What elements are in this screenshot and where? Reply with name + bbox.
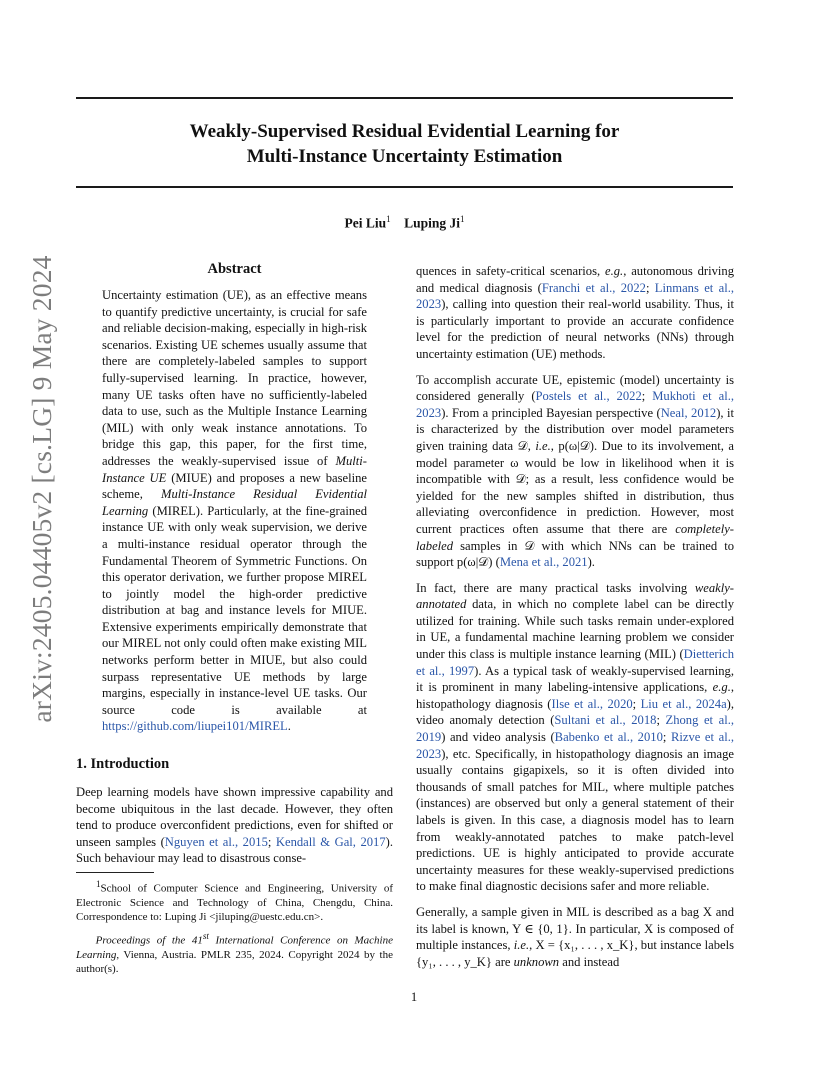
footnote-text: School of Computer Science and Engineering, University of Electronic Science and Technology of China, Chengdu, China. Correspondence to: Luping Ji <jiluping@uestc.edu.cn>. xyxy=(76,882,393,924)
body-text: ; xyxy=(267,834,276,849)
citation-link[interactable]: Neal, 2012 xyxy=(660,405,717,420)
affiliation-footnote xyxy=(76,877,393,924)
proceedings-note xyxy=(76,929,393,976)
page-number: 1 xyxy=(410,990,418,1004)
body-text: ), it is characterized by the distribution over model parameters given training data 𝒟, xyxy=(416,405,734,453)
citation-link[interactable]: Linmans et al., 2023 xyxy=(416,280,735,312)
body-text: samples in 𝒟 with which NNs can be trained to support p(ω|𝒟) ( xyxy=(416,538,734,570)
citation-link[interactable]: Postels et al., 2022 xyxy=(535,389,642,404)
body-paragraph xyxy=(416,580,734,895)
citation-link[interactable]: Zhong et al., 2019 xyxy=(416,713,735,745)
section-heading-introduction: 1. Introduction xyxy=(76,756,170,772)
citation-link[interactable]: Nguyen et al., 2015 xyxy=(164,834,268,849)
title-bottom-rule xyxy=(76,186,733,188)
abstract-body xyxy=(102,287,367,735)
author-affiliation: 1 xyxy=(460,214,465,224)
body-text: ). From a principled Bayesian perspective ( xyxy=(441,405,661,420)
citation-link[interactable]: Liu et al., 2024a xyxy=(640,696,727,711)
abstract-heading: Abstract xyxy=(207,261,262,277)
body-text: , histopathology diagnosis ( xyxy=(416,680,734,711)
source-code-link[interactable]: https://github.com/liupei101/MIREL xyxy=(102,719,288,734)
body-emphasis: i.e. xyxy=(513,938,530,953)
body-text: ; xyxy=(632,696,641,711)
body-text: and instead xyxy=(559,954,620,969)
citation-link[interactable]: Ilse et al., 2020 xyxy=(551,696,633,711)
proceedings-sup: st xyxy=(202,931,209,941)
body-text: data, in which no complete label can be directly utilized for training. While such tasks remain under-explored in UE, a fundamental machine learning problem we consider under this class is multiple instance learning (MIL) ( xyxy=(416,597,734,662)
body-text: , p(ω|𝒟). Due to its involvement, a model parameter ω would be low in likelihood when it is incompatible with 𝒟; as a result, less confidence would be yielded for the new samples shifted in distribution, thus alleviating overconfidence in prediction. However, most current practices often assume that there are xyxy=(416,438,734,536)
proceedings-text: Proceedings of the 41 xyxy=(95,934,203,947)
citation-link[interactable]: Franchi et al., 2022 xyxy=(541,280,646,295)
body-paragraph xyxy=(416,263,734,363)
author-name: Pei Liu xyxy=(344,215,387,231)
body-text: ). As a typical task of weakly-supervised learning, it is prominent in many labeling-intensive applications, xyxy=(416,663,734,695)
abstract-text: . xyxy=(287,719,291,734)
title-line-1: Weakly-Supervised Residual Evidential Learning for xyxy=(189,121,620,142)
proceedings-text: International Conference on Machine Learning xyxy=(76,934,393,961)
author-list xyxy=(76,214,733,232)
abstract-emphasis: Multi-Instance UE xyxy=(102,453,367,485)
abstract-text: (MIREL). Particularly, at the fine-grained instance UE with only weak supervision, we derive a multi-instance residual operator through the Fundamental Theorem of Symmetric Functions. On this operator derivation, we further propose MIREL to jointly model the high-order predictive distribution at bag and instance levels for MIUE. Extensive experiments empirically demonstrate that our MIREL not only could often make existing MIL networks perform better in MIUE, but also could surpass representative UE methods by large margins, especially in instance-level UE tasks. Our source code is available at xyxy=(102,503,367,717)
citation-link[interactable]: Babenko et al., 2010 xyxy=(554,730,663,745)
body-text: ; xyxy=(641,389,653,404)
title-line-2: Multi-Instance Uncertainty Estimation xyxy=(246,146,563,167)
author-name: Luping Ji xyxy=(404,215,461,231)
body-text: Generally, a sample given in MIL is described as a bag X and its label is known, Y ∈ {0, 1}. In particular, X is composed of multiple instances, xyxy=(416,904,734,953)
body-emphasis: completely-labeled xyxy=(416,521,734,553)
body-emphasis: e.g. xyxy=(605,264,624,278)
citation-link[interactable]: Rizve et al., 2023 xyxy=(416,730,734,761)
body-text: quences in safety-critical scenarios, xyxy=(416,264,605,278)
footnote-rule xyxy=(76,872,154,873)
body-text: ). xyxy=(587,555,595,570)
body-text: ). Such behaviour may lead to disastrous conse- xyxy=(76,834,393,866)
footnote-mark: 1 xyxy=(95,879,101,889)
body-text: ) and video analysis ( xyxy=(441,730,555,745)
body-emphasis: i.e. xyxy=(535,438,551,453)
arxiv-stamp xyxy=(24,255,60,723)
body-text: ; xyxy=(645,280,655,295)
body-text: To accomplish accurate UE, epistemic (model) uncertainty is considered generally ( xyxy=(416,372,734,404)
citation-link[interactable]: Mena et al., 2021 xyxy=(499,555,588,570)
citation-link[interactable]: Mukhoti et al., 2023 xyxy=(416,389,734,420)
author-affiliation: 1 xyxy=(386,214,391,224)
body-text: ; xyxy=(662,730,671,745)
title-top-rule xyxy=(76,97,733,99)
body-text: ), calling into question their real-world usability. Thus, it is particularly important to provide an accurate confidence level for the prediction of neural networks (NNs) through uncertainty estimation (UE) methods. xyxy=(416,297,734,361)
arxiv-stamp-text: arXiv:2405.04405v2 [cs.LG] 9 May 2024 xyxy=(26,255,57,723)
body-emphasis: weakly-annotated xyxy=(416,580,734,612)
body-text: ), etc. Specifically, in histopathology diagnosis an image usually contains gigapixels, so it is often divided into thousands of small patches for MIL, where multiple patches (instances) are observed but only a general statement of their labels is given. In this case, a diagnosis model has to learn from weakly-annotated patches to make patch-level predictions. UE is highly anticipated to provide accurate uncertainty measures for these weakly-supervised predictions to make final diagnostic decisions safer and more reliable. xyxy=(416,746,734,894)
body-paragraph xyxy=(416,904,734,970)
body-text: In fact, there are many practical tasks involving xyxy=(416,580,695,595)
proceedings-text: , Vienna, Austria. PMLR 235, 2024. Copyright 2024 by the author(s). xyxy=(76,948,393,976)
introduction-paragraph xyxy=(76,784,393,867)
body-text: , X = {x₁, . . . , x_K}, but instance labels {y₁, . . . , y_K} are xyxy=(416,938,734,969)
body-paragraph xyxy=(416,372,734,571)
body-text: ), video anomaly detection ( xyxy=(416,696,734,728)
citation-link[interactable]: Kendall & Gal, 2017 xyxy=(275,834,386,849)
paper-title xyxy=(76,119,733,169)
citation-link[interactable]: Sultani et al., 2018 xyxy=(554,713,657,728)
body-text: , autonomous driving and medical diagnosis ( xyxy=(416,264,734,295)
body-emphasis: e.g. xyxy=(712,680,731,695)
body-text: ; xyxy=(656,713,666,728)
abstract-text: Uncertainty estimation (UE), as an effective means to quantify predictive uncertainty, is crucial for safe and reliable decision-making, especially in high-risk scenarios. Existing UE schemes usually assume that there are completely-labeled samples to support fully-supervised learning. In practice, however, many UE tasks often have no sufficiently-labeled data to use, such as the Multiple Instance Learning (MIL) with only weak instance annotations. To bridge this gap, this paper, for the first time, addresses the weakly-supervised issue of xyxy=(102,288,367,468)
body-text: Deep learning models have shown impressive capability and become ubiquitous in the last decade. However, they often tend to produce overconfident predictions, even for shifted or unseen samples ( xyxy=(76,785,393,849)
abstract-text: (MIUE) and proposes a new baseline scheme, xyxy=(102,470,367,502)
citation-link[interactable]: Dietterich et al., 1997 xyxy=(416,647,734,678)
body-emphasis: unknown xyxy=(513,954,560,969)
right-column xyxy=(416,263,734,979)
abstract-emphasis: Multi-Instance Residual Evidential Learning xyxy=(102,487,367,518)
